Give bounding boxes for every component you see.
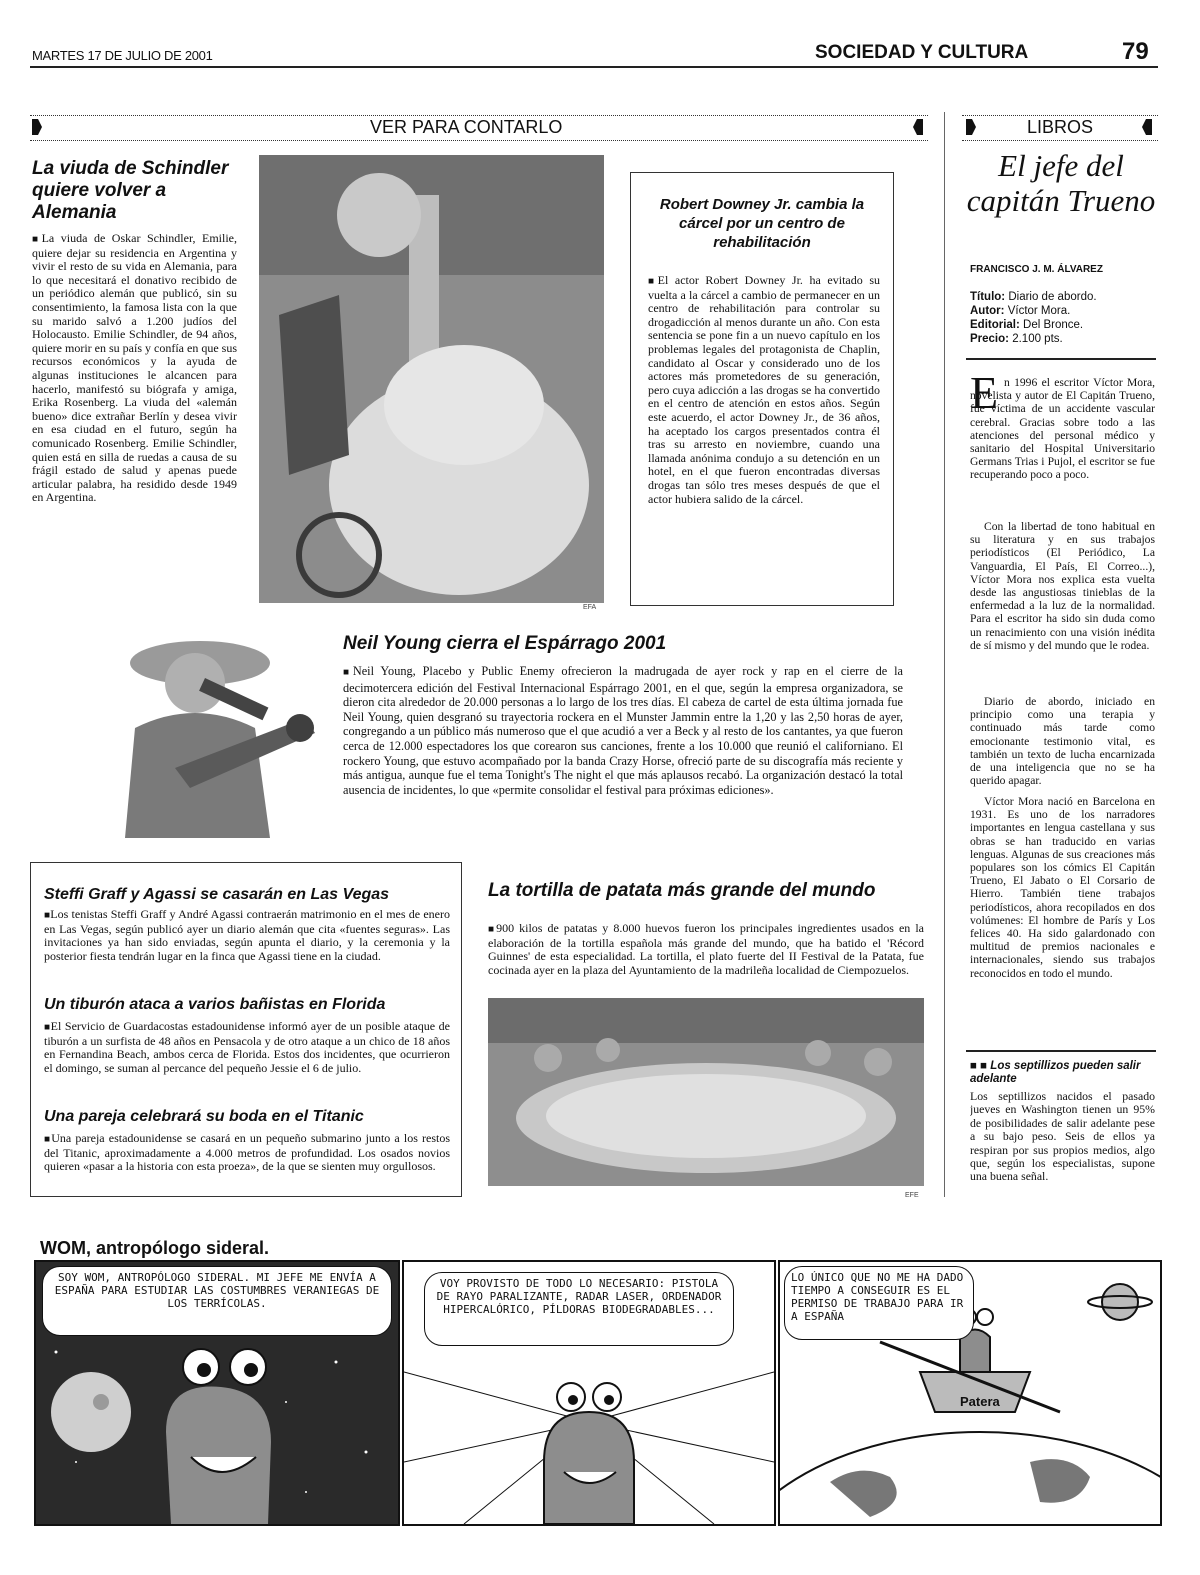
- comic-bubble-1: SOY WOM, ANTROPÓLOGO SIDERAL. MI JEFE ME ENVÍA A ESPAÑA PARA ESTUDIAR LAS COSTUMBRES VERANIEGAS DE LOS TERRÍCOLAS.: [42, 1266, 392, 1336]
- septillizos-body: Los septillizos nacidos el pasado jueves en Washington tienen un 95% de posibilidades de salir adelante pese a su bajo peso. Seis de ellos ya respiran por sus propios medios, algo que, según los especialistas, supone una buena señal.: [970, 1090, 1155, 1184]
- libros-title: El jefe del capitán Trueno: [966, 148, 1156, 218]
- downey-body: ■ El actor Robert Downey Jr. ha evitado su vuelta a la cárcel a cambio de permanecer en un centro de rehabilitación para controlar su drogadicción al menos durante un año. Con esta sentencia se pone fin a un nuevo capítulo en los problemas legales del protagonista de Chaplin, candidato al Oscar y considerado uno de los actores más prometedores de su generación, pero cuya adicción a las drogas se ha convertido en el centro de atención en estos años. Según este acuerdo, el actor Downey Jr., de 36 años, ha aceptado los cargos presentados contra él tras su arresto en noviembre, cuando una llamada anónima condujo a su detención en un hotel, en el que fueron encontradas diversas drogas tan sólo tres meses después de que el actor hubiera salido de la cárcel.: [648, 274, 880, 596]
- meta-publisher-row: Editorial: Del Bronce.: [970, 319, 1084, 331]
- photo1-credit: EFA: [583, 604, 597, 611]
- libros-author: FRANCISCO J. M. ÁLVAREZ: [970, 264, 1103, 275]
- comic-panel-3: [778, 1260, 1162, 1526]
- comic-panel-2: [402, 1260, 776, 1526]
- neil-young-photo: [95, 618, 330, 838]
- tortilla-photo-credit: EFE: [905, 1192, 919, 1199]
- steffi-headline: Steffi Graff y Agassi se casarán en Las Vegas: [44, 886, 390, 903]
- header-rule: [30, 66, 1158, 68]
- section-title: SOCIEDAD Y CULTURA: [815, 42, 1029, 63]
- libros-paragraph-4: Víctor Mora nació en Barcelona en 1931. Es uno de los narradores importantes en lengua castellana y sus obras se han traducido en varias lenguas. Algunas de sus creaciones más populares son los cómics El Capitán Trueno, El Jabato o El Corsario de Hierro. También tiene trabajos periodísticos, ahora recopilados en dos volúmenes: El hombre de París y Los felices 40. Ha sido galardonado con multitud de premios nacionales e internacionales, siendo sus trabajos reconocidos en todo el mundo.: [970, 795, 1155, 980]
- guitarist-illustration: [95, 618, 330, 838]
- boat-label: Patera: [960, 1394, 1000, 1409]
- banner-right-marker: [913, 119, 923, 135]
- libros-left-marker: [966, 119, 976, 135]
- banner-ver-para-contarlo: VER PARA CONTARLO: [370, 117, 563, 137]
- tortilla-headline: La tortilla de patata más grande del mundo: [488, 880, 876, 901]
- septillizos-marker: ■ ■: [970, 1060, 991, 1072]
- page-number: 79: [1122, 38, 1149, 65]
- header-date: MARTES 17 DE JULIO DE 2001: [32, 48, 213, 63]
- tiburon-headline: Un tiburón ataca a varios bañistas en Florida: [44, 996, 386, 1013]
- comic-panel-1: [34, 1260, 400, 1526]
- neil-young-body: ■ Neil Young, Placebo y Public Enemy ofrecieron la madrugada de ayer rock y rap en el cierre de la decimotercera edición del Festival Internacional Espárrago 2001, en el que, según la empresa organizadora, se dieron cita alrededor de 20.000 personas a lo largo de los tres días. El cabeza de cartel de esta última jornada fue Neil Young, quien desgranó su trayectoria rockera en el Munster Jammin entre la 1,20 y las 2,50 horas de ayer, congregando a un público más numeroso que el que acudió a ver a Beck y al resto de los cantantes, ya que fueron cerca de 12.000 espectadores los que corearon sus canciones, frente a los 10.000 que reunió el californiano. El rockero Young, que estuvo acompañado por la banda Crazy Horse, ofreció parte de su discografía más reciente y más antigua, aunque fue el tema Tonight's The night el que más aplausos recabó. La organización destacó la total ausencia de incidentes, lo que «permite consolidar el festival para próximas ediciones».: [343, 664, 903, 840]
- comic-title: WOM, antropólogo sideral.: [40, 1238, 269, 1258]
- septillizos-headline: ■ ■ Los septillizos pueden salir adelante: [970, 1060, 1141, 1085]
- meta-price-row: Precio: 2.100 pts.: [970, 333, 1063, 345]
- schindler-photo: [259, 155, 604, 603]
- schindler-headline: La viuda de Schindler quiere volver a Alemania: [32, 158, 229, 223]
- titanic-body: ■ Una pareja estadounidense se casará en un pequeño submarino junto a los restos del Titanic, aproximadamente a 4.000 metros de profundidad. Los osados novios quieren «pasar a la historia con esta proeza», de la que se sienten muy orgullosos.: [44, 1132, 450, 1190]
- schindler-body: ■ La viuda de Oskar Schindler, Emilie, quiere dejar su residencia en Argentina y vivir el resto de su vida en Alemania, para lo que necesitará el donativo recibido de un periódico alemán que publicó, sin su consentimiento, la famosa lista con la que su marido salvó a 1.200 judíos del Holocausto. Emilie Schindler, de 94 años, quiere morir en su país y confía en que sus recursos económicos y la ayuda de algunas instituciones le alcancen para hacerlo, manifestó su biógrafa y amiga, Erika Rosenberg. La viuda del «alemán bueno» dice extrañar Berlín y desea vivir en esa ciudad en el futuro, según ha comunicado Rosenberg. Emilie Schindler, quien está en silla de ruedas a causa de su frágil estado de salud y apenas puede articular palabra, ha residido desde 1949 en Argentina.: [32, 232, 237, 592]
- comic-bubble-2: VOY PROVISTO DE TODO LO NECESARIO: PISTOLA DE RAYO PARALIZANTE, RADAR LASER, ORDENADOR HIPERCALÓRICO, PÍLDORAS BIODEGRADABLES...: [424, 1272, 734, 1346]
- libros-meta: [970, 290, 1097, 346]
- septillizos-rule: [966, 1050, 1156, 1052]
- tiburon-body: ■ El Servicio de Guardacostas estadounidense informó ayer de un posible ataque de tiburón a un surfista de 48 años en Pensacola y de otro ataque a un chico de 18 años en Fernandina Beach, ambos cerca de Florida. Estos dos incidentes, que ocurrieron el domingo, se suman al percance del pequeño Jessie el 6 de julio.: [44, 1020, 450, 1090]
- meta-author-row: Autor: Víctor Mora.: [970, 305, 1071, 317]
- meta-title-row: Título: Diario de abordo.: [970, 291, 1097, 303]
- libros-banner: LIBROS: [1027, 117, 1094, 137]
- tortilla-body: ■ 900 kilos de patatas y 8.000 huevos fueron los principales ingredientes usados en la elaboración de la tortilla española más grande del mundo, que ha batido el 'Récord Guinnes' de esta especialidad. La tortilla, el plato fuerte del II Festival de la Patata, fue cocinada ayer en la plaza del Ayuntamiento de la madrileña localidad de Ciempozuelos.: [488, 922, 924, 992]
- libros-paragraph-2: Con la libertad de tono habitual en su literatura y en sus trabajos periodísticos (El Periódico, La Vanguardia, El País, El Correo...), Víctor Mora nos explica esta vuelta desde las angustiosas tinieblas de la enfermedad a la luz de la normalidad. Para el escritor ha sido sin duda como un renacimiento con una visión inédita de sí mismo y del mundo que le rodea.: [970, 520, 1155, 652]
- banner-bottom-rule: [30, 140, 928, 141]
- libros-paragraph-3: Diario de abordo, iniciado en principio como una terapia y continuado más tarde como emocionante testimonio vital, es también un texto de lucha encarnizada de una inteligencia que no se ha querido apagar.: [970, 695, 1155, 788]
- wheelchair-photo-illustration: [259, 155, 604, 603]
- comic-bubble-3: LO ÚNICO QUE NO ME HA DADO TIEMPO A CONSEGUIR ES EL PERMISO DE TRABAJO PARA IR A ESPAÑA: [784, 1266, 974, 1340]
- neil-young-headline: Neil Young cierra el Espárrago 2001: [343, 633, 667, 654]
- tortilla-photo: [488, 998, 924, 1186]
- steffi-body: ■ Los tenistas Steffi Graff y André Agassi contraerán matrimonio en el mes de enero en Las Vegas, según publicó ayer un diario alemán que cita «fuentes seguras». Las invitaciones ya han sido enviadas, según apunta el diario, y la ceremonia y la posterior fiesta tendrán lugar en la finca que Agassi tiene en la ciudad.: [44, 908, 450, 980]
- libros-top-rule: [962, 115, 1158, 116]
- libros-right-marker: [1142, 119, 1152, 135]
- banner-top-rule: [30, 115, 928, 116]
- libros-bottom-rule: [962, 140, 1158, 141]
- libros-dropcap: E: [970, 367, 999, 418]
- banner-left-marker: [32, 119, 42, 135]
- libros-meta-rule: [966, 358, 1156, 360]
- downey-headline: Robert Downey Jr. cambia la cárcel por un centro de rehabilitación: [659, 196, 865, 251]
- crowd-illustration: [488, 998, 924, 1186]
- column-divider: [944, 112, 945, 1197]
- libros-paragraph-1: n 1996 el escritor Víctor Mora, novelista y autor de El Capitán Trueno, fue víctima de un accidente vascular cerebral. Gracias sobre todo a las atenciones del personal médico y sanitario del Hospital Universitario Germans Trias i Pujol, el escritor se fue recuperando poco a poco.: [970, 376, 1155, 482]
- titanic-headline: Una pareja celebrará su boda en el Titanic: [44, 1108, 364, 1125]
